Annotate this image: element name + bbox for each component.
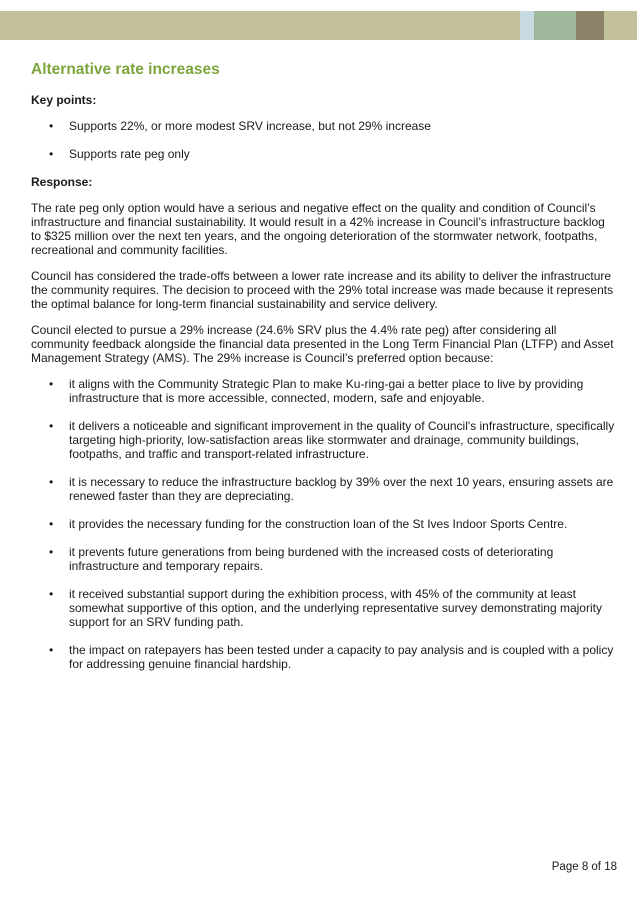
bullet-icon: •: [49, 643, 54, 657]
list-item-text: it aligns with the Community Strategic Plan to make Ku-ring-gai a better place to live by providing infrastructure that is more accessible, connected, modern, safe and enjoyable.: [69, 377, 584, 405]
paragraph: Council elected to pursue a 29% increase (24.6% SRV plus the 4.4% rate peg) after considering all community feedback alongside the financial data presented in the Long Term Financial Plan (LTFP) and Asset Management Strategy (AMS). The 29% increase is Council’s preferred option because:: [31, 323, 614, 365]
list-item-text: it is necessary to reduce the infrastructure backlog by 39% over the next 10 years, ensuring assets are renewed faster than they are depreciating.: [69, 475, 614, 503]
paragraph: The rate peg only option would have a serious and negative effect on the quality and condition of Council’s infrastructure and financial sustainability. It would result in a 42% increase in Council’s infrastructure backlog to $325 million over the next ten years, and the ongoing deterioration of the stormwater network, footpaths, recreational and community facilities.: [31, 201, 605, 257]
reasons-list: [31, 377, 617, 671]
header-band-taupe-block: [576, 11, 604, 40]
list-item: [31, 147, 617, 161]
bullet-icon: •: [49, 119, 54, 133]
list-item-text: it delivers a noticeable and significant improvement in the quality of Council's infrastructure, specifically targeting high-priority, low-satisfaction areas like stormwater and drainage, community buildings, footpaths, and traffic and transport-related infrastructure.: [69, 419, 615, 461]
list-item: [31, 119, 617, 133]
header-band-blue-block: [520, 11, 534, 40]
list-item: [31, 419, 617, 461]
list-item: [31, 475, 617, 503]
bullet-icon: •: [49, 475, 54, 489]
page-content: [31, 60, 617, 685]
page-number: Page 8 of 18: [551, 861, 617, 873]
list-item-text: it received substantial support during the exhibition process, with 45% of the community at least somewhat supportive of this option, and the underlying representative survey demonstrating majority support for an SRV funding path.: [69, 587, 602, 629]
list-item-text: the impact on ratepayers has been tested under a capacity to pay analysis and is coupled with a policy for addressing genuine financial hardship.: [69, 643, 614, 671]
list-item: [31, 643, 617, 671]
list-item-text: Supports rate peg only: [69, 147, 190, 161]
list-item-text: it prevents future generations from being burdened with the increased costs of deteriorating infrastructure and temporary repairs.: [69, 545, 554, 573]
bullet-icon: •: [49, 517, 54, 531]
list-item-text: it provides the necessary funding for the construction loan of the St Ives Indoor Sports Centre.: [69, 517, 568, 531]
header-band-green-block: [534, 11, 576, 40]
bullet-icon: •: [49, 587, 54, 601]
bullet-icon: •: [49, 147, 54, 161]
bullet-icon: •: [49, 419, 54, 433]
list-item: [31, 377, 617, 405]
header-band-main: [0, 11, 520, 40]
list-item-text: Supports 22%, or more modest SRV increase, but not 29% increase: [69, 119, 431, 133]
key-points-label: Key points:: [31, 93, 97, 107]
paragraph: Council has considered the trade-offs between a lower rate increase and its ability to deliver the infrastructure the community requires. The decision to proceed with the 29% total increase was made because it represents the optimal balance for long-term financial sustainability and service delivery.: [31, 269, 614, 311]
response-label: Response:: [31, 175, 93, 189]
header-band: [0, 11, 637, 40]
bullet-icon: •: [49, 377, 54, 391]
header-band-end: [604, 11, 637, 40]
list-item: [31, 517, 617, 531]
bullet-icon: •: [49, 545, 54, 559]
list-item: [31, 587, 617, 629]
section-heading: Alternative rate increases: [31, 61, 220, 78]
key-points-list: [31, 119, 617, 161]
list-item: [31, 545, 617, 573]
